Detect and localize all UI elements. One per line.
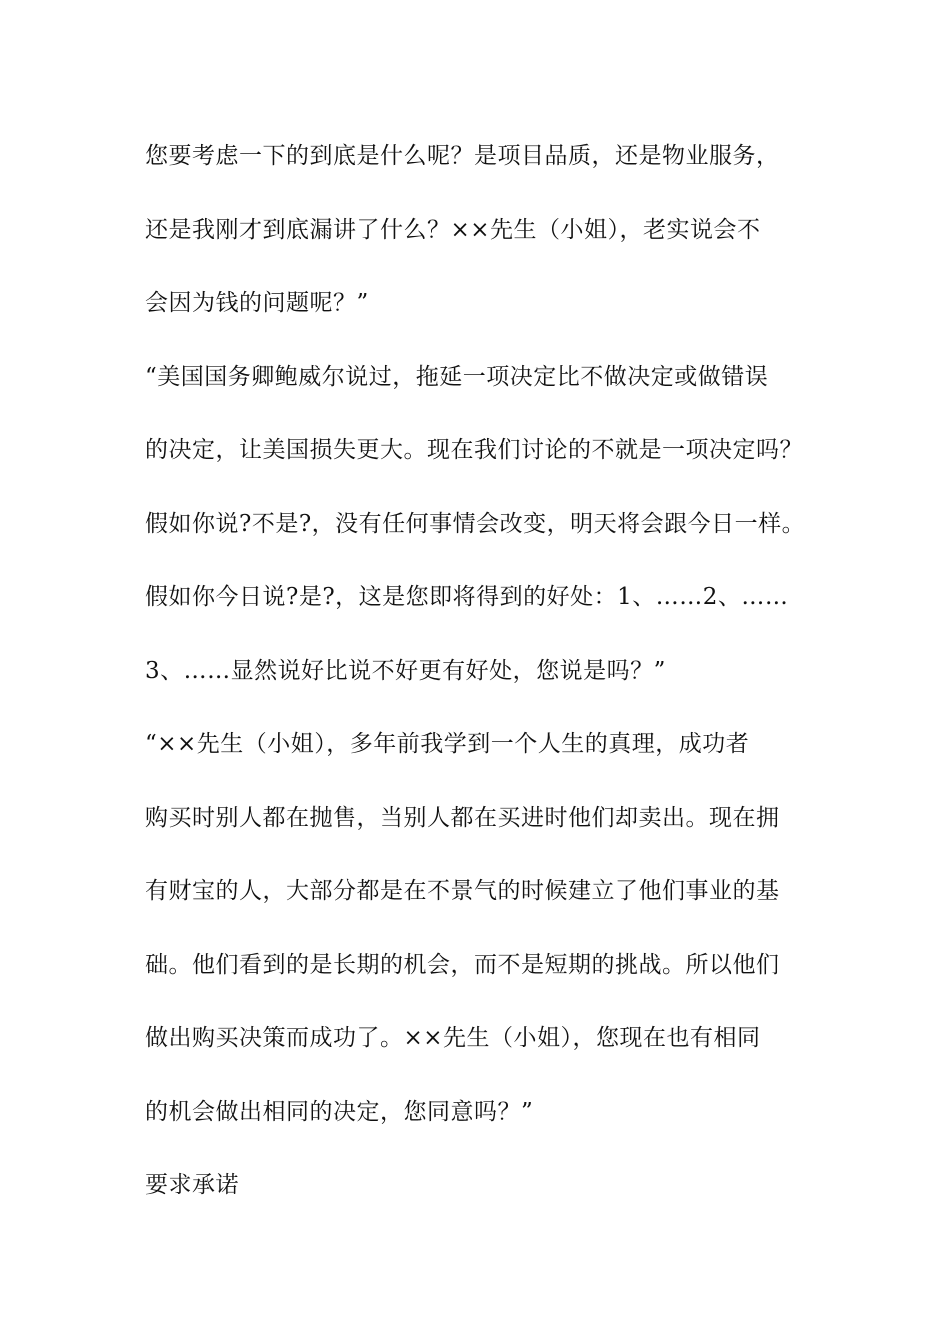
text-line: 会因为钱的问题呢？” (145, 290, 369, 316)
text-line: 购买时别人都在抛售，当别人都在买进时他们却卖出。现在拥 (145, 804, 780, 831)
body-text (145, 132, 825, 1235)
text-line: 假如你今日说?是?，这是您即将得到的好处：1、……2、…… (145, 584, 789, 610)
text-line: 的决定，让美国损失更大。现在我们讨论的不就是一项决定吗？ (145, 437, 803, 463)
text-line: 做出购买决策而成功了。××先生（小姐），您现在也有相同 (145, 1025, 761, 1051)
section-heading: 要求承诺 (145, 1172, 239, 1198)
text-line: 假如你说?不是?，没有任何事情会改变，明天将会跟今日一样。 (145, 510, 806, 537)
text-line: “美国国务卿鲍威尔说过，拖延一项决定比不做决定或做错误 (145, 363, 769, 390)
text-line: 3、……显然说好比说不好更有好处，您说是吗？” (145, 657, 666, 684)
text-line: “××先生（小姐），多年前我学到一个人生的真理，成功者 (145, 731, 750, 757)
text-line: 的机会做出相同的决定，您同意吗？” (145, 1098, 534, 1125)
text-line: 础。他们看到的是长期的机会，而不是短期的挑战。所以他们 (145, 951, 780, 978)
text-line: 有财宝的人，大部分都是在不景气的时候建立了他们事业的基 (145, 878, 780, 904)
text-line: 还是我刚才到底漏讲了什么？××先生（小姐），老实说会不 (145, 216, 761, 243)
text-line: 您要考虑一下的到底是什么呢？是项目品质，还是物业服务， (145, 143, 780, 169)
